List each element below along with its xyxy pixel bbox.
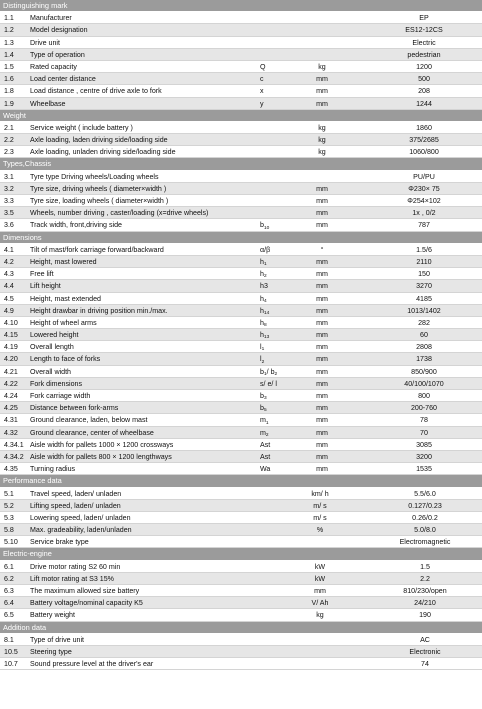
row-label: Model designation [30,26,88,35]
symbol-text: h [260,306,264,315]
row-unit: m/ s [313,501,327,510]
symbol-text: h [260,318,264,327]
spec-row [0,183,482,195]
row-number: 3.1 [4,172,14,181]
symbol-text: b [260,404,264,413]
spec-row [0,61,482,73]
spec-row [0,439,482,451]
symbol-text: h [260,331,264,340]
row-unit: mm [316,355,328,364]
symbol-subscript: 2 [274,371,278,377]
symbol-subscript: 3 [263,396,267,402]
row-unit: mm [316,367,328,376]
row-value: 3270 [416,282,432,291]
row-unit: mm [314,587,326,595]
symbol-subscript: 2 [265,432,269,438]
row-unit: mm [316,440,328,449]
spec-row [0,573,482,585]
row-number: 6.1 [4,562,14,571]
symbol-text: l [260,355,262,364]
row-label: Turning radius [30,465,76,474]
symbol-text: c [260,75,264,84]
row-number: 4.34.2 [4,452,24,461]
row-value: Electric [412,38,436,47]
spec-row [0,98,482,110]
row-unit: mm [316,197,328,205]
spec-row [0,366,482,378]
row-number: 1.2 [4,26,14,35]
row-value: 1x , 0/2 [412,209,436,218]
row-number: 1.9 [4,99,14,108]
row-number: 1.3 [4,38,14,47]
symbol-text: x [260,87,264,96]
row-label: Sound pressure level at the driver's ear [30,660,154,669]
row-value: 0.26/0.2 [412,513,438,522]
row-value: 1860 [416,123,432,132]
row-number: 6.5 [4,611,14,620]
row-unit: mm [316,209,328,218]
row-unit: mm [316,75,328,84]
row-number: 5.10 [4,538,18,547]
section-header: Addition data [0,622,482,634]
symbol-subscript: 1 [265,420,269,426]
symbol-text: b [260,367,264,376]
row-value: Electromagnetic [399,538,451,547]
row-label: Load center distance [30,75,96,84]
row-value: 375/2685 [409,136,439,145]
row-unit: kW [314,562,326,571]
spec-row [0,597,482,609]
row-label: Max. gradeability, laden/unladen [30,526,132,535]
row-value: 1738 [416,355,432,364]
row-unit: mm [316,379,328,388]
row-label: Free lift [30,270,54,279]
spec-row [0,122,482,134]
spec-row [0,12,482,24]
row-value: 1060/800 [409,148,439,157]
spec-row [0,293,482,305]
spec-row [0,463,482,475]
row-unit: mm [316,184,328,193]
row-unit: mm [316,428,328,437]
row-label: Battery weight [30,611,75,620]
row-label: Drive motor rating S2 60 min [30,562,121,571]
row-number: 4.31 [4,416,18,425]
symbol-subscript: 10 [263,225,270,231]
symbol-subscript: 5 [263,408,267,414]
symbol-text: h3 [260,282,268,291]
row-number: 3.2 [4,184,14,193]
symbol-text: Wa [260,465,271,474]
spec-row [0,536,482,548]
row-unit: mm [316,257,328,266]
symbol-text: h [260,294,264,303]
row-number: 3.5 [4,209,14,218]
spec-row [0,646,482,658]
row-value: 4185 [416,294,432,303]
row-number: 4.21 [4,367,18,376]
row-label: Lowered height [30,331,79,340]
row-unit: mm [316,87,328,96]
row-number: 4.4 [4,282,14,291]
row-value: 1.5/6 [416,245,432,254]
row-label: Tyre size, driving wheels ( diameter×width ) [30,184,167,193]
spec-row [0,146,482,158]
spec-row [0,658,482,670]
row-label: Wheels, number driving , caster/loading (x=drive wheels) [30,209,209,218]
row-unit: mm [316,306,328,315]
spec-row [0,244,482,256]
row-number: 8.1 [4,635,14,644]
row-label: Overall width [30,367,72,376]
spec-row [0,73,482,85]
row-label: Aisle width for pallets 800 × 1200 lengthways [30,452,172,461]
row-unit: kg [318,62,326,71]
row-value: AC [420,635,430,644]
row-unit: mm [316,392,328,400]
section-header: Performance data [0,475,482,487]
row-label: Height drawbar in driving position min./max. [30,306,168,315]
row-number: 2.1 [4,123,14,132]
spec-row [0,280,482,292]
row-unit: mm [316,221,328,230]
row-value: 2.2 [420,574,430,583]
row-unit: ° [320,245,324,254]
row-number: 4.25 [4,404,18,413]
spec-row [0,85,482,97]
symbol-text: m [260,416,266,425]
row-label: Rated capacity [30,62,77,71]
row-label: Lift motor rating at S3 15% [30,574,114,583]
row-number: 6.4 [4,599,14,608]
spec-row [0,402,482,414]
row-value: 1.5 [420,562,430,571]
row-value: 500 [418,75,430,84]
row-label: Travel speed, laden/ unladen [30,489,122,498]
symbol-text: y [260,99,264,108]
row-label: Lowering speed, laden/ unladen [30,513,131,522]
spec-row [0,609,482,621]
row-unit: kg [318,136,326,145]
row-number: 4.2 [4,257,14,266]
row-label: Steering type [30,647,72,656]
spec-row [0,524,482,536]
row-number: 2.3 [4,148,14,157]
row-value: 850/900 [411,367,437,376]
spec-row [0,512,482,524]
row-number: 1.4 [4,50,14,59]
row-unit: kW [314,574,326,583]
row-value: 1244 [416,99,432,108]
spec-row [0,378,482,390]
symbol-subscript: 8 [263,323,267,329]
spec-row [0,171,482,183]
row-label: Height, mast extended [30,294,101,303]
row-value: 810/230/open [403,587,447,595]
symbol-text: m [260,428,266,437]
symbol-subscript: 13 [263,335,270,341]
row-unit: mm [316,270,328,279]
row-unit: % [316,526,324,535]
spec-row [0,195,482,207]
row-number: 4.10 [4,318,18,327]
row-number: 10.7 [4,660,18,669]
row-value: 2110 [416,257,432,266]
section-header: Distinguishing mark [0,0,482,12]
row-value: Electronic [409,647,441,656]
row-unit: kg [316,611,324,620]
row-label: Load distance , centre of drive axle to fork [30,87,162,96]
symbol-text: Ast [260,440,271,449]
symbol-text: b [260,221,264,230]
row-unit: kg [318,148,326,157]
row-value: 24/210 [414,599,436,608]
row-number: 6.3 [4,587,14,595]
row-unit: V/ Ah [311,599,329,608]
symbol-subscript: 1 [263,371,267,377]
spec-row [0,341,482,353]
row-value: 0.127/0.23 [408,501,442,510]
row-number: 3.6 [4,221,14,230]
row-unit: mm [316,331,328,340]
spec-row [0,317,482,329]
row-value: EP [419,14,429,23]
row-number: 5.2 [4,501,14,510]
row-label: Track width, front,driving side [30,221,122,230]
spec-row [0,500,482,512]
row-value: PU/PU [413,172,435,181]
row-label: Distance between fork-arms [30,404,119,413]
row-unit: mm [316,343,328,352]
row-number: 4.34.1 [4,440,24,449]
symbol-text: h [260,257,264,266]
symbol-text: Ast [260,452,271,461]
row-unit: mm [316,452,328,461]
spec-row [0,37,482,49]
spec-row [0,634,482,646]
spec-row [0,268,482,280]
symbol-text: l [260,343,262,352]
row-unit: m/ s [313,513,327,522]
row-number: 4.24 [4,392,18,400]
row-number: 1.5 [4,62,14,71]
row-label: Axle loading, laden driving side/loading side [30,136,168,145]
symbol-subscript: 4 [263,298,267,304]
row-value: 60 [420,331,428,340]
row-value: 70 [420,428,428,437]
row-label: Height, mast lowered [30,257,97,266]
row-number: 4.35 [4,465,18,474]
symbol-text: s/ e/ l [260,379,277,388]
row-number: 4.15 [4,331,18,340]
spec-row [0,414,482,426]
row-label: Service weight ( include battery ) [30,123,133,132]
row-value: 150 [418,270,430,279]
row-label: Lift height [30,282,61,291]
row-label: Wheelbase [30,99,66,108]
row-value: 5.5/6.0 [414,489,436,498]
row-value: 787 [418,221,430,230]
row-value: ES12-12CS [405,26,443,35]
row-value: Φ230× 75 [408,184,440,193]
row-value: 40/100/1070 [404,379,444,388]
row-label: Tyre size, loading wheels ( diameter×width ) [30,197,169,205]
row-label: Manufacturer [30,14,72,23]
row-number: 5.1 [4,489,14,498]
row-number: 1.1 [4,14,14,23]
spec-row [0,219,482,231]
row-number: 5.8 [4,526,14,535]
spec-row [0,585,482,597]
row-label: Drive unit [30,38,60,47]
row-label: Fork dimensions [30,379,83,388]
row-number: 1.8 [4,87,14,96]
section-header: Weight [0,110,482,122]
row-number: 4.9 [4,306,14,315]
row-label: Fork carriage width [30,392,91,400]
row-value: 3085 [416,440,432,449]
row-unit: mm [316,282,328,291]
spec-row [0,49,482,61]
section-header: Electric-engine [0,548,482,560]
row-unit: mm [316,318,328,327]
row-unit: mm [316,465,328,474]
symbol-text: Q [260,62,266,71]
row-value: 78 [420,416,428,425]
row-unit: mm [316,416,328,425]
row-value: 282 [418,318,430,327]
symbol-text: / b [266,367,275,376]
row-number: 4.3 [4,270,14,279]
row-label: Lifting speed, laden/ unladen [30,501,121,510]
spec-row [0,427,482,439]
row-value: 74 [421,660,429,669]
symbol-subscript: 14 [263,310,270,316]
row-unit: km/ h [311,489,329,498]
spec-row [0,134,482,146]
row-value: 1535 [416,465,432,474]
row-label: Ground clearance, center of wheelbase [30,428,154,437]
row-number: 3.3 [4,197,14,205]
row-unit: mm [316,99,328,108]
row-value: 190 [419,611,431,620]
row-value: Φ254×102 [407,197,441,205]
spec-row [0,353,482,365]
row-label: The maximum allowed size battery [30,587,140,595]
spec-row [0,256,482,268]
symbol-subscript: 1 [261,347,265,353]
row-label: Tilt of mast/fork carriage forward/backward [30,245,164,254]
section-header: Types,Chassis [0,158,482,170]
spec-row [0,390,482,402]
row-value: 2808 [416,343,432,352]
row-value: 5.0/8.0 [414,526,436,535]
spec-row [0,488,482,500]
row-number: 4.20 [4,355,18,364]
spec-row [0,329,482,341]
row-label: Height of wheel arms [30,318,97,327]
row-label: Service brake type [30,538,89,547]
row-value: 1013/1402 [407,306,441,315]
row-label: Tyre type Driving wheels/Loading wheels [30,172,159,181]
spec-row [0,24,482,36]
spec-row [0,561,482,573]
row-value: 800 [418,392,430,400]
row-unit: kg [318,123,326,132]
row-value: 208 [418,87,430,96]
spec-row [0,305,482,317]
row-number: 4.32 [4,428,18,437]
symbol-text: α/β [260,245,271,254]
row-value: 200-760 [410,404,438,413]
row-label: Overall length [30,343,74,352]
row-label: Ground clearance, laden, below mast [30,416,148,425]
row-label: Length to face of forks [30,355,101,364]
row-label: Battery voltage/nominal capacity K5 [30,599,143,608]
row-unit: mm [316,404,328,413]
symbol-subscript: 1 [263,262,267,268]
spec-row [0,451,482,463]
row-number: 4.5 [4,294,14,303]
symbol-subscript: 2 [263,274,267,280]
row-number: 5.3 [4,513,14,522]
spec-row [0,207,482,219]
symbol-subscript: 2 [261,359,265,365]
row-label: Aisle width for pallets 1000 × 1200 crossways [30,440,174,449]
row-number: 4.1 [4,245,14,254]
row-value: 3200 [416,452,432,461]
row-label: Type of operation [30,50,85,59]
symbol-text: h [260,270,264,279]
row-value: pedestrian [407,50,441,59]
section-header: Dimensions [0,232,482,244]
row-number: 4.22 [4,379,18,388]
row-unit: mm [316,294,328,303]
row-value: 1200 [416,62,432,71]
row-number: 10.5 [4,647,18,656]
row-number: 1.6 [4,75,14,84]
row-number: 6.2 [4,574,14,583]
row-label: Type of drive unit [30,635,85,644]
row-number: 2.2 [4,136,14,145]
row-label: Axle loading, unladen driving side/loading side [30,148,176,157]
symbol-text: b [260,392,264,400]
row-number: 4.19 [4,343,18,352]
